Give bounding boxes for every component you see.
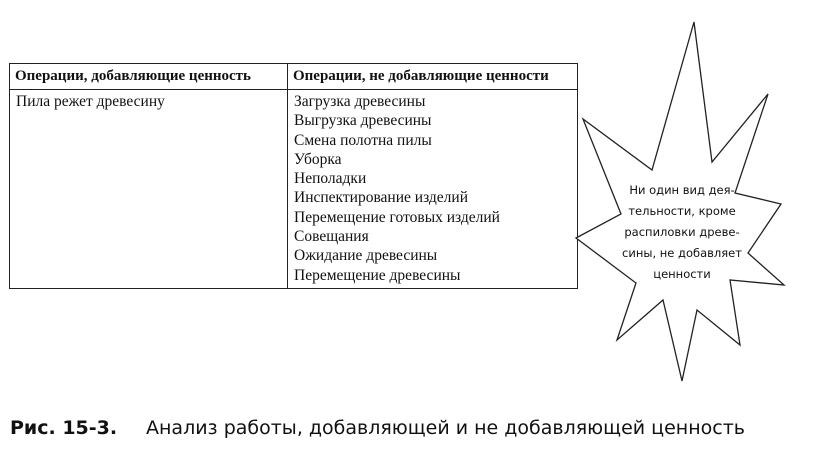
list-item: Уборка (294, 150, 342, 168)
list-item: Выгрузка древесины (294, 112, 432, 130)
table-header-row (10, 64, 578, 90)
table-row (10, 90, 578, 289)
list-item: Перемещение готовых изделий (294, 208, 500, 226)
figure-title: Анализ работы, добавляющей и не добавляющей ценность (146, 417, 745, 439)
non-value-adding-cell (288, 90, 578, 289)
list-item: Совещания (294, 228, 369, 246)
non-value-adding-list (294, 92, 573, 285)
header-non-value-adding: Операции, не добавляющие ценности (288, 64, 578, 90)
header-value-adding: Операции, добавляющие ценность (10, 64, 288, 90)
callout-text (622, 180, 742, 285)
callout-line: тельности, кроме (628, 204, 736, 218)
list-item: Смена полотна пилы (294, 131, 432, 149)
value-analysis-table (9, 63, 578, 289)
list-item: Инспектирование изделий (294, 189, 469, 207)
figure-number: Рис. 15-3. (10, 417, 118, 439)
callout-line: сины, не добавляет (622, 246, 742, 260)
callout-line: ценности (653, 267, 711, 281)
value-adding-operation: Пила режет древесину (16, 93, 165, 110)
callout-line: распиловки древе- (624, 225, 740, 239)
list-item: Ожидание древесины (294, 247, 438, 265)
value-adding-cell (10, 90, 288, 289)
list-item: Загрузка древесины (294, 93, 426, 110)
callout-line: Ни один вид дея- (629, 183, 735, 197)
list-item: Перемещение древесины (294, 266, 461, 284)
list-item: Неполадки (294, 170, 367, 188)
figure-caption (10, 417, 745, 439)
